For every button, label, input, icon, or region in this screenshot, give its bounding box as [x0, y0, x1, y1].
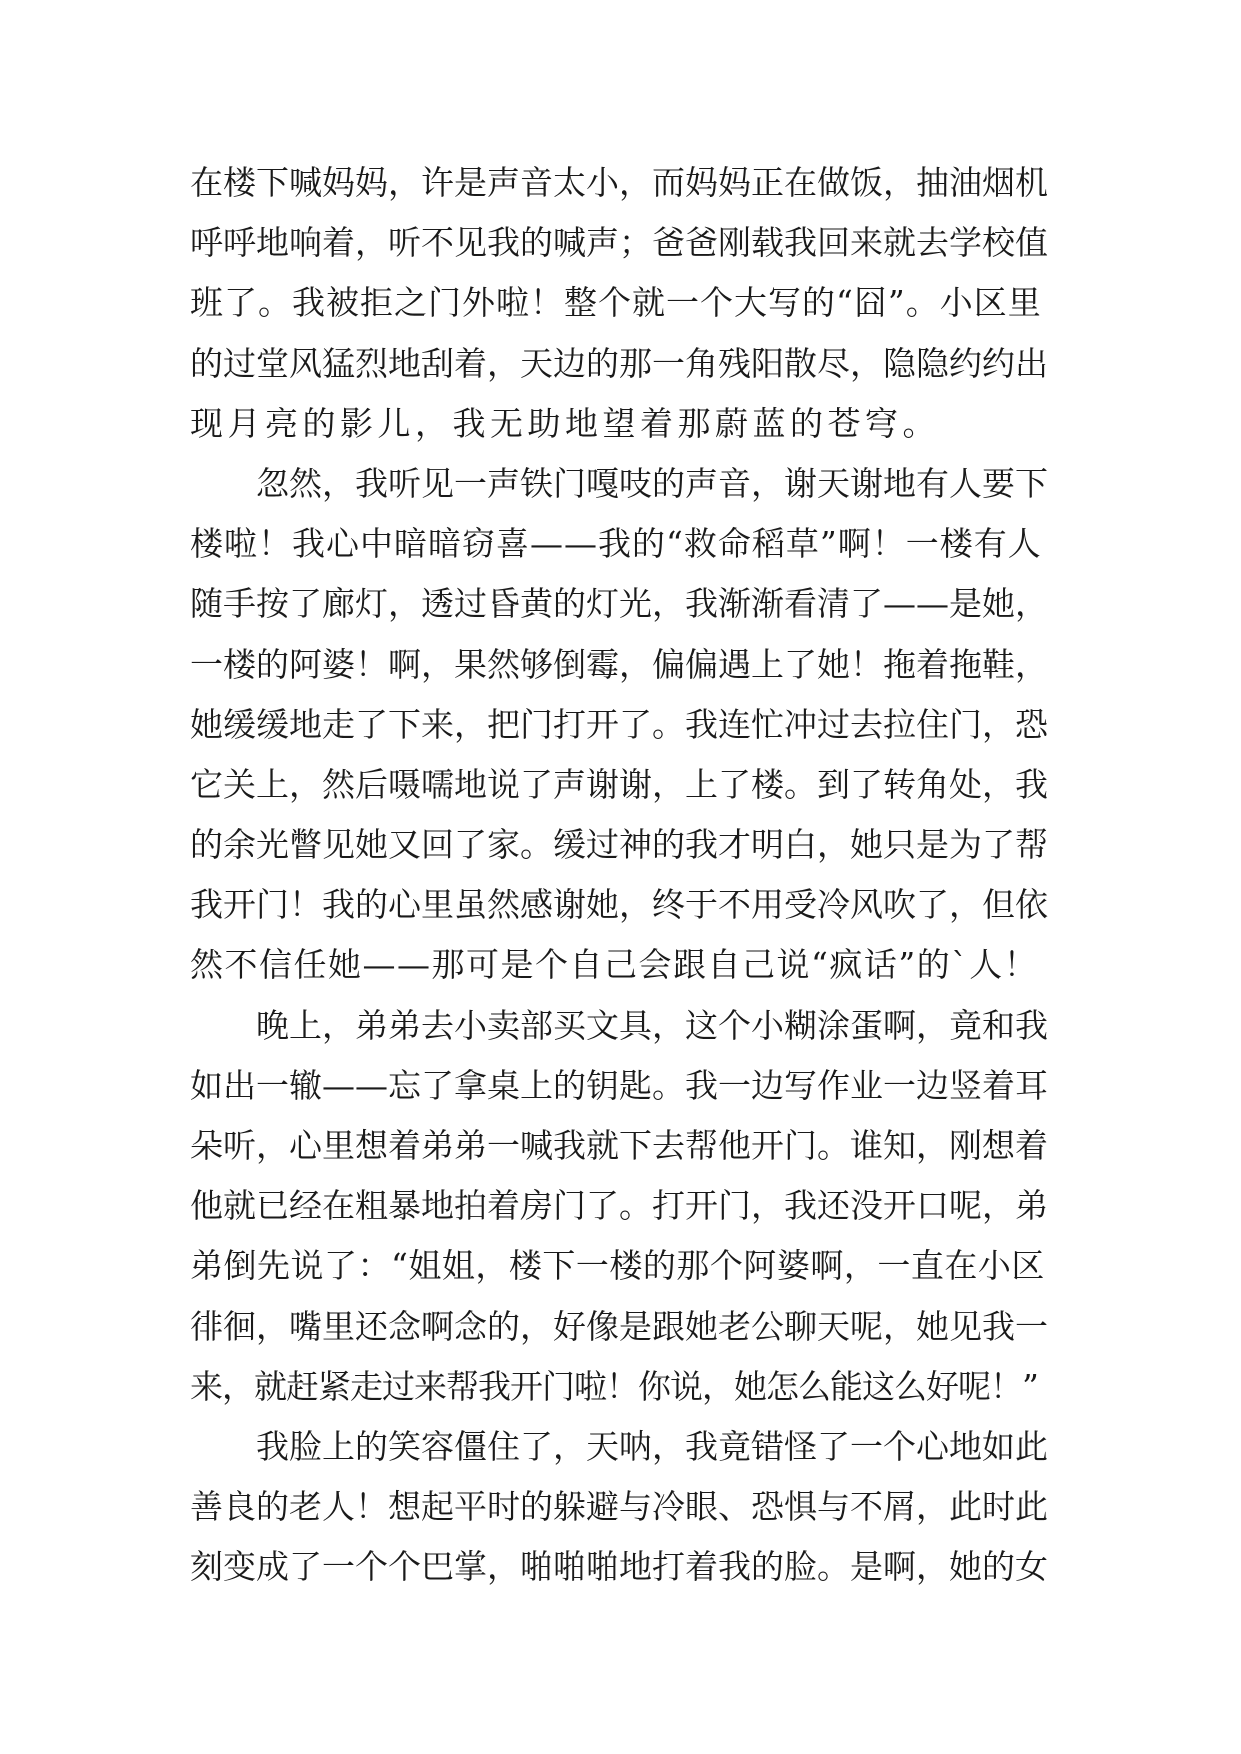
text-line: 它关上，然后嗫嚅地说了声谢谢，上了楼。到了转角处，我	[190, 764, 1048, 804]
text-line: 如出一辙——忘了拿桌上的钥匙。我一边写作业一边竖着耳	[190, 1065, 1048, 1105]
text-line: 楼啦！我心中暗暗窃喜——我的“救命稻草”啊！一楼有人	[190, 524, 1042, 564]
text-line: 在楼下喊妈妈，许是声音太小，而妈妈正在做饭，抽油烟机	[190, 163, 1048, 202]
text-line: 徘徊，嘴里还念啊念的，好像是跟她老公聊天呢，她见我一	[190, 1306, 1048, 1346]
text-line: 忽然，我听见一声铁门嘎吱的声音，谢天谢地有人要下	[256, 463, 1048, 503]
paragraph	[190, 996, 1050, 1417]
text-line: 弟倒先说了：“姐姐，楼下一楼的那个阿婆啊，一直在小区	[190, 1246, 1045, 1286]
text-line: 然不信任她——那可是个自己会跟自己说“疯话”的`人！	[190, 945, 1039, 985]
text-line: 随手按了廊灯，透过昏黄的灯光，我渐渐看清了——是她，	[190, 584, 1048, 624]
essay-body	[190, 153, 1050, 1598]
paragraph	[190, 454, 1050, 996]
text-line: 我脸上的笑容僵住了，天呐，我竟错怪了一个心地如此	[256, 1426, 1048, 1466]
text-line: 晚上，弟弟去小卖部买文具，这个小糊涂蛋啊，竟和我	[256, 1005, 1048, 1045]
text-line: 我开门！我的心里虽然感谢她，终于不用受冷风吹了，但依	[190, 885, 1048, 925]
text-line: 善良的老人！想起平时的躲避与冷眼、恐惧与不屑，此时此	[190, 1487, 1048, 1527]
text-line: 的过堂风猛烈地刮着，天边的那一角残阳散尽，隐隐约约出	[190, 343, 1048, 383]
text-line: 班了。我被拒之门外啦！整个就一个大写的“囧”。小区里	[190, 283, 1042, 323]
text-line: 他就已经在粗暴地拍着房门了。打开门，我还没开口呢，弟	[190, 1186, 1048, 1226]
text-line: 呼呼地响着，听不见我的喊声；爸爸刚载我回来就去学校值	[190, 223, 1048, 263]
text-line: 来，就赶紧走过来帮我开门啦！你说，她怎么能这么好呢！”	[190, 1366, 1038, 1406]
paragraph	[190, 1417, 1050, 1598]
text-line: 的余光瞥见她又回了家。缓过神的我才明白，她只是为了帮	[190, 825, 1048, 865]
text-line: 朵听，心里想着弟弟一喊我就下去帮他开门。谁知，刚想着	[190, 1126, 1048, 1165]
paragraph	[190, 153, 1050, 454]
text-line: 现月亮的影儿，我无助地望着那蔚蓝的苍穹。	[190, 403, 940, 443]
text-line: 她缓缓地走了下来，把门打开了。我连忙冲过去拉住门，恐	[190, 704, 1048, 744]
text-line: 刻变成了一个个巴掌，啪啪啪地打着我的脸。是啊，她的女	[190, 1547, 1048, 1587]
text-line: 一楼的阿婆！啊，果然够倒霉，偏偏遇上了她！拖着拖鞋，	[190, 644, 1048, 684]
